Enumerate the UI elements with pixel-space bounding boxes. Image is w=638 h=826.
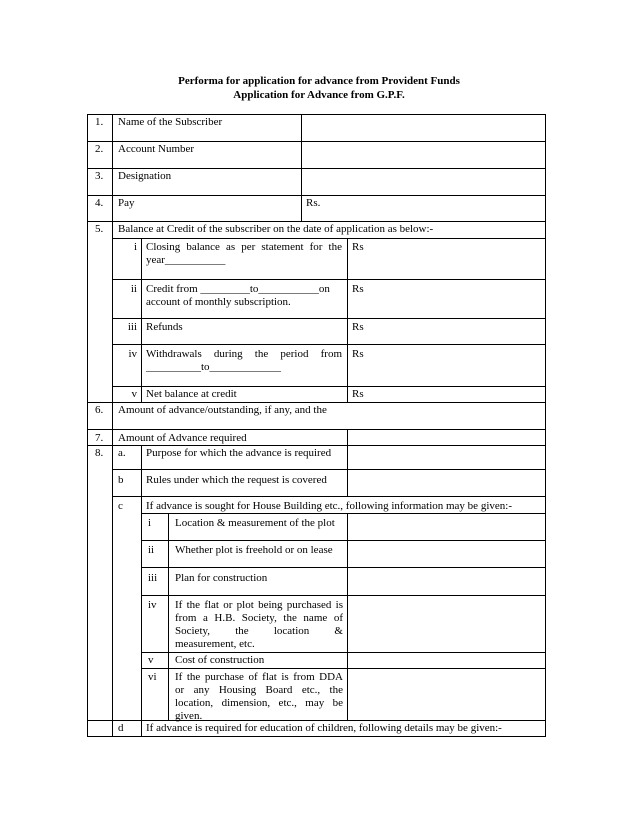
credit-rs: Rs [352, 283, 364, 295]
row-2-number: 2. [95, 143, 104, 155]
construction-cost-number: v [148, 654, 154, 666]
house-building-label: If advance is sought for House Building etc., following information may be given:- [146, 500, 512, 512]
rules-label: Rules under which the request is covered [146, 474, 327, 486]
plot-location-number: i [148, 517, 152, 529]
designation-label: Designation [118, 170, 172, 182]
withdrawals-label: Withdrawals during the period from [146, 348, 342, 360]
hb-society-field[interactable] [348, 596, 545, 652]
pay-field[interactable] [326, 196, 545, 221]
education-label: If advance is required for education of children, following details may be given:- [146, 722, 502, 734]
plot-location-field[interactable] [348, 514, 545, 540]
withdrawals-period: __________to_____________ [146, 361, 282, 373]
freehold-number: ii [148, 544, 155, 556]
rules-field[interactable] [348, 470, 545, 496]
freehold-label: Whether plot is freehold or on lease [175, 544, 333, 556]
balance-item-ii-number: ii [130, 283, 137, 295]
house-building-letter: c [118, 500, 123, 512]
construction-plan-number: iii [148, 572, 158, 584]
balance-at-credit-label: Balance at Credit of the subscriber on the date of application as below:- [118, 223, 434, 235]
construction-plan-label: Plan for construction [175, 572, 268, 584]
closing-balance-label: Closing balance as per statement for the [146, 241, 342, 253]
hb-society-number: iv [148, 599, 157, 611]
balance-item-iv-number: iv [128, 348, 137, 360]
pay-rs-label: Rs. [306, 197, 321, 209]
construction-plan-field[interactable] [348, 568, 545, 595]
dda-flat-number: vi [148, 671, 157, 683]
dda-flat-line-3: location, dimension, etc., may be [175, 697, 343, 709]
closing-balance-rs: Rs [352, 241, 364, 253]
row-8-number: 8. [95, 447, 104, 459]
row-3-number: 3. [95, 170, 104, 182]
freehold-field[interactable] [348, 541, 545, 567]
refunds-rs: Rs [352, 321, 364, 333]
balance-item-v-number: v [131, 388, 137, 400]
net-balance-label: Net balance at credit [146, 388, 237, 400]
row-4-number: 4. [95, 197, 104, 209]
advance-required-label: Amount of Advance required [118, 432, 247, 444]
credit-from-label: Credit from _________to___________on [146, 283, 330, 295]
plot-location-label: Location & measurement of the plot [175, 517, 335, 529]
balance-item-iii-number: iii [127, 321, 137, 333]
row-5-number: 5. [95, 223, 104, 235]
dda-flat-field[interactable] [348, 669, 545, 720]
account-number-field[interactable] [302, 142, 545, 168]
construction-cost-field[interactable] [348, 653, 545, 668]
pay-label: Pay [118, 197, 135, 209]
row-1-number: 1. [95, 116, 104, 128]
hb-society-line-1: If the flat or plot being purchased is [175, 599, 343, 611]
advance-outstanding-label: Amount of advance/outstanding, if any, and the [118, 404, 327, 416]
withdrawals-rs: Rs [352, 348, 364, 360]
advance-required-field[interactable] [348, 430, 545, 445]
designation-field[interactable] [302, 169, 545, 195]
education-letter: d [118, 722, 124, 734]
row-7-number: 7. [95, 432, 104, 444]
closing-balance-year: year___________ [146, 254, 226, 266]
dda-flat-line-1: If the purchase of flat is from DDA [175, 671, 343, 683]
subscriber-name-field[interactable] [302, 115, 545, 141]
balance-item-i-number: i [133, 241, 137, 253]
monthly-subscription-label: account of monthly subscription. [146, 296, 291, 308]
row-6-number: 6. [95, 404, 104, 416]
construction-cost-label: Cost of construction [175, 654, 265, 666]
hb-society-line-4: measurement, etc. [175, 638, 255, 650]
refunds-label: Refunds [146, 321, 183, 333]
hb-society-line-2: from a H.B. Society, the name of [175, 612, 343, 624]
net-balance-rs: Rs [352, 388, 364, 400]
hb-society-line-3: Society, the location & [175, 625, 343, 637]
account-number-label: Account Number [118, 143, 195, 155]
rules-letter: b [118, 474, 124, 486]
purpose-field[interactable] [348, 446, 545, 469]
purpose-letter: a. [118, 447, 126, 459]
dda-flat-line-2: or any Housing Board etc., the [175, 684, 343, 696]
form-subtitle: Application for Advance from G.P.F. [233, 89, 405, 101]
purpose-label: Purpose for which the advance is required [146, 447, 332, 459]
dda-flat-line-4: given. [175, 710, 203, 722]
form-title: Performa for application for advance from Provident Funds [178, 75, 460, 87]
subscriber-name-label: Name of the Subscriber [118, 116, 223, 128]
